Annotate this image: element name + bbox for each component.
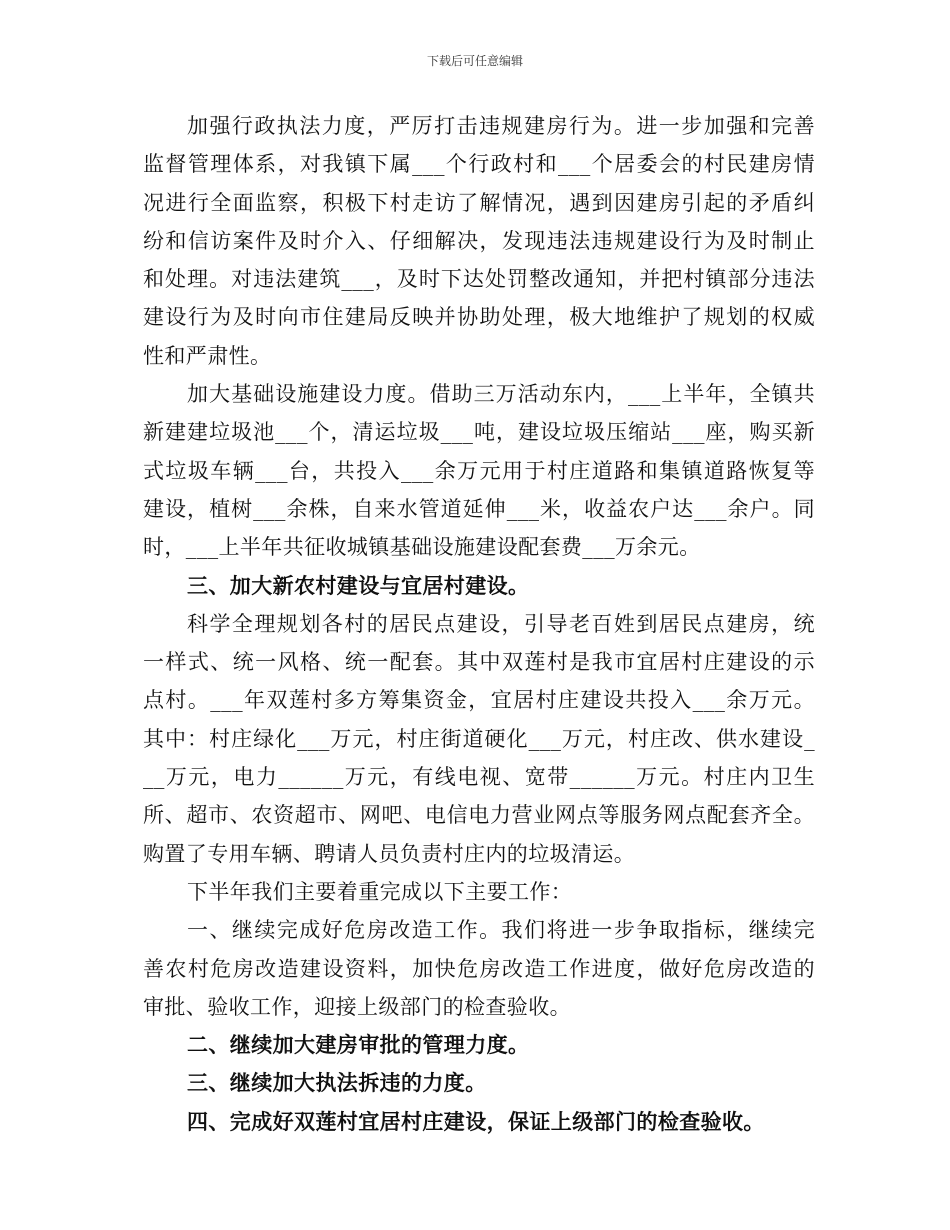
text-line: 下半年我们主要着重完成以下主要工作：	[187, 879, 573, 904]
text-line: 点村。___年双莲村多方筹集资金，宜居村庄建设共投入___余万元。	[143, 688, 815, 713]
text-line: 一、继续完成好危房改造工作。我们将进一步争取指标，继续完	[187, 918, 815, 943]
paragraph-dangerous-housing	[143, 911, 815, 1026]
paragraph-law-enforcement	[143, 107, 815, 375]
paragraph-infrastructure	[143, 375, 815, 566]
text-line: 一样式、统一风格、统一配套。其中双莲村是我市宜居村庄建设的示	[143, 650, 815, 675]
section-heading-approval	[143, 1026, 815, 1064]
text-line: 加强行政执法力度，严厉打击违规建房行为。进一步加强和完善	[187, 114, 815, 138]
text-line: 善农村危房改造建设资料，加快危房改造工作进度，做好危房改造的	[143, 956, 815, 981]
text-line: 况进行全面监察，积极下村走访了解情况，遇到因建房引起的矛盾纠	[143, 190, 815, 215]
text-line: 和处理。对违法建筑___，及时下达处罚整改通知，并把村镇部分违法	[143, 267, 815, 292]
text-line: 所、超市、农资超市、网吧、电信电力营业网点等服务网点配套齐全。	[143, 803, 815, 828]
page-header: 下载后可任意编辑	[426, 54, 523, 68]
section-heading: 三、继续加大执法拆违的力度。	[187, 1070, 487, 1096]
document-body	[143, 107, 815, 1141]
text-line: 监督管理体系，对我镇下属___个行政村和___个居委会的村民建房情	[143, 152, 815, 177]
paragraph-village-planning	[143, 605, 815, 873]
text-line: 时，___上半年共征收城镇基础设施建设配套费___万余元。	[143, 535, 701, 560]
text-line: 建设，植树___余株，自来水管道延伸___米，收益农户达___余户。同	[143, 496, 815, 521]
paragraph-second-half-intro	[143, 873, 815, 911]
text-line: 购置了专用车辆、聘请人员负责村庄内的垃圾清运。	[143, 841, 636, 866]
text-line: 加大基础设施建设力度。借助三万活动东内，___上半年，全镇共	[187, 382, 815, 407]
text-line: 其中：村庄绿化___万元，村庄街道硬化___万元，村庄改、供水建设_	[143, 726, 815, 751]
section-heading: 三、加大新农村建设与宜居村建设。	[187, 572, 530, 598]
section-heading: 二、继续加大建房审批的管理力度。	[187, 1032, 530, 1058]
text-line: 新建建垃圾池___个，清运垃圾___吨，建设垃圾压缩站___座，购买新	[143, 420, 815, 445]
text-line: 式垃圾车辆___台，共投入___余万元用于村庄道路和集镇道路恢复等	[143, 458, 815, 483]
text-line: 纷和信访案件及时介入、仔细解决，发现违法违规建设行为及时制止	[143, 228, 815, 253]
text-line: 审批、验收工作，迎接上级部门的检查验收。	[143, 994, 571, 1019]
text-line: 建设行为及时向市住建局反映并协助处理，极大地维护了规划的权威	[143, 305, 815, 330]
text-line: __万元，电力______万元，有线电视、宽带______万元。村庄内卫生	[143, 765, 815, 790]
text-line: 性和严肃性。	[143, 343, 272, 368]
section-heading-shuanglian	[143, 1103, 815, 1141]
section-heading-new-rural	[143, 567, 815, 605]
text-line: 科学全理规划各村的居民点建设，引导老百姓到居民点建房，统	[187, 611, 815, 636]
section-heading: 四、完成好双莲村宜居村庄建设，保证上级部门的检查验收。	[187, 1108, 765, 1134]
section-heading-enforcement	[143, 1064, 815, 1102]
